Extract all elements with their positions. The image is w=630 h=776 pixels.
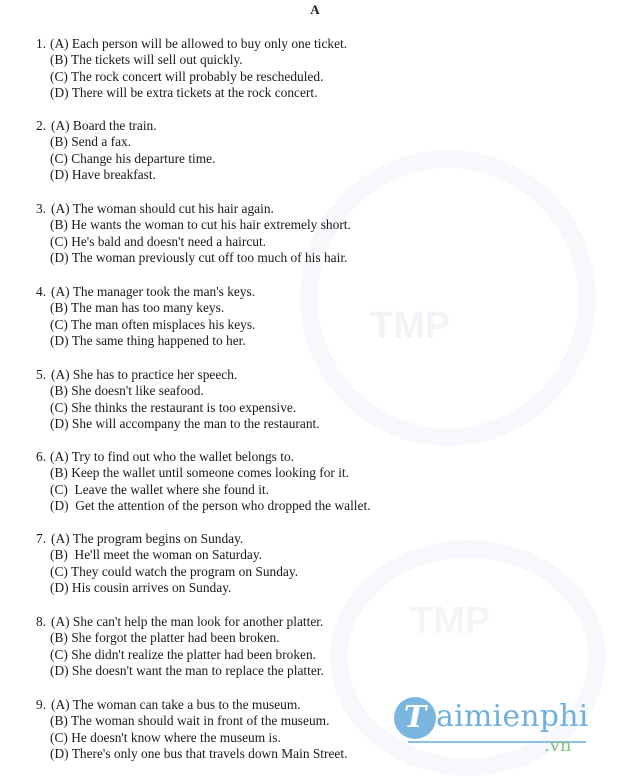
option-a xyxy=(36,614,456,630)
question-number: 8. xyxy=(36,614,47,629)
option-c: (C) The rock concert will probably be rescheduled. xyxy=(50,68,324,84)
question-5 xyxy=(36,367,456,432)
option-b: (B) The man has too many keys. xyxy=(50,300,225,316)
logo-tld: .vn xyxy=(544,735,572,756)
option-text: (A) Board the train. xyxy=(51,118,157,133)
watermark-text: TMP xyxy=(370,305,451,347)
page-title: A xyxy=(310,2,320,17)
question-7 xyxy=(36,531,456,596)
option-b: (B) The tickets will sell out quickly. xyxy=(50,52,243,68)
option-d: (D) There's only one bus that travels down Main Street. xyxy=(50,745,348,761)
option-text: (A) Try to find out who the wallet belongs to. xyxy=(50,449,294,464)
option-a xyxy=(36,284,456,300)
option-d: (D) She will accompany the man to the restaurant. xyxy=(50,415,320,431)
option-text: (A) Each person will be allowed to buy only one ticket. xyxy=(50,36,348,51)
option-b: (B) The woman should wait in front of the museum. xyxy=(50,713,330,729)
option-a xyxy=(36,367,456,383)
question-number: 3. xyxy=(36,201,47,216)
option-text: (A) The program begins on Sunday. xyxy=(51,531,244,546)
question-9 xyxy=(36,697,456,762)
option-b: (B) She doesn't like seafood. xyxy=(50,383,204,399)
site-logo xyxy=(394,697,624,761)
option-a xyxy=(36,531,456,547)
question-number: 7. xyxy=(36,531,47,546)
option-c: (C) She thinks the restaurant is too expensive. xyxy=(50,399,297,415)
logo-t-icon: T xyxy=(394,697,436,739)
option-a xyxy=(36,36,456,52)
option-d: (D) The same thing happened to her. xyxy=(50,332,246,348)
option-c: (C) She didn't realize the platter had been broken. xyxy=(50,646,317,662)
question-number: 9. xyxy=(36,697,47,712)
question-4 xyxy=(36,284,456,349)
question-3 xyxy=(36,201,456,266)
option-c: (C) Change his departure time. xyxy=(50,150,216,166)
option-c: (C) He doesn't know where the museum is. xyxy=(50,729,281,745)
option-b: (B) He'll meet the woman on Saturday. xyxy=(50,547,263,563)
option-text: (A) She can't help the man look for another platter. xyxy=(51,614,324,629)
question-8 xyxy=(36,614,456,679)
question-2 xyxy=(36,118,456,183)
option-text: (A) She has to practice her speech. xyxy=(51,367,238,382)
option-c: (C) Leave the wallet where she found it. xyxy=(50,481,270,497)
option-a xyxy=(36,201,456,217)
option-b: (B) She forgot the platter had been broken. xyxy=(50,630,280,646)
option-c: (C) The man often misplaces his keys. xyxy=(50,316,256,332)
option-a xyxy=(36,697,456,713)
question-number: 2. xyxy=(36,118,47,133)
question-1 xyxy=(36,36,456,101)
option-d: (D) Have breakfast. xyxy=(50,166,156,182)
option-c: (C) They could watch the program on Sunday. xyxy=(50,563,299,579)
question-6 xyxy=(36,449,456,514)
option-text: (A) The woman can take a bus to the museum. xyxy=(51,697,301,712)
option-a xyxy=(36,449,456,465)
option-b: (B) Keep the wallet until someone comes looking for it. xyxy=(50,465,349,481)
question-number: 1. xyxy=(36,36,47,51)
option-b: (B) Send a fax. xyxy=(50,134,132,150)
option-b: (B) He wants the woman to cut his hair extremely short. xyxy=(50,217,351,233)
option-a xyxy=(36,118,456,134)
question-number: 6. xyxy=(36,449,47,464)
question-number: 4. xyxy=(36,284,47,299)
option-d: (D) Get the attention of the person who dropped the wallet. xyxy=(50,497,371,513)
option-d: (D) There will be extra tickets at the rock concert. xyxy=(50,84,318,100)
option-text: (A) The woman should cut his hair again. xyxy=(51,201,274,216)
option-text: (A) The manager took the man's keys. xyxy=(51,284,256,299)
option-d: (D) The woman previously cut off too much of his hair. xyxy=(50,249,348,265)
option-c: (C) He's bald and doesn't need a haircut. xyxy=(50,233,267,249)
logo-name: aimienphi xyxy=(436,699,589,734)
option-d: (D) His cousin arrives on Sunday. xyxy=(50,579,232,595)
question-number: 5. xyxy=(36,367,47,382)
option-d: (D) She doesn't want the man to replace the platter. xyxy=(50,662,324,678)
watermark-text: TMP xyxy=(410,600,491,642)
